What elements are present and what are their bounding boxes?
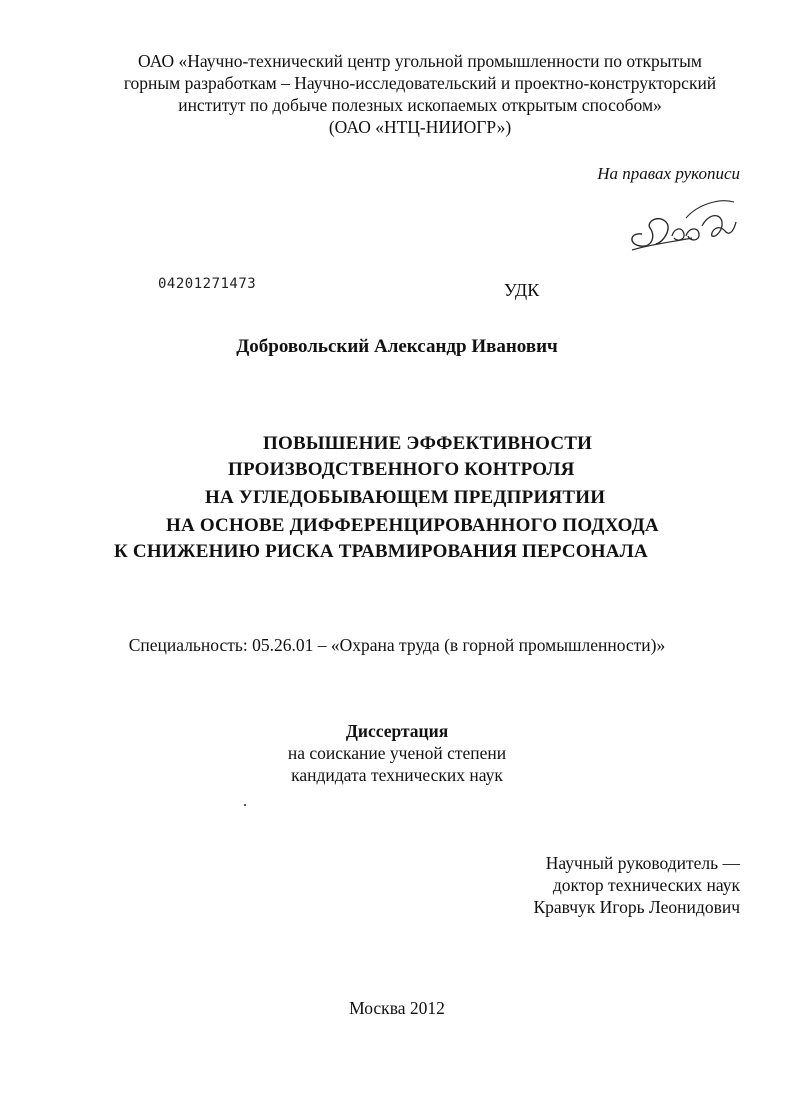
supervisor-block <box>533 852 740 918</box>
supervisor-degree: доктор технических наук <box>552 875 740 895</box>
handwritten-signature <box>622 192 740 258</box>
dissertation-block <box>0 720 794 786</box>
thesis-title-line: ПОВЫШЕНИЕ ЭФФЕКТИВНОСТИ <box>263 433 593 454</box>
thesis-title-line: НА ОСНОВЕ ДИФФЕРЕНЦИРОВАННОГО ПОДХОДА <box>166 515 659 536</box>
thesis-title-line: ПРОИЗВОДСТВЕННОГО КОНТРОЛЯ <box>228 459 575 480</box>
thesis-title-line: К СНИЖЕНИЮ РИСКА ТРАВМИРОВАНИЯ ПЕРСОНАЛА <box>114 541 648 562</box>
udk-label: УДК <box>504 280 540 300</box>
thesis-title-line: НА УГЛЕДОБЫВАЮЩЕМ ПРЕДПРИЯТИИ <box>205 487 606 508</box>
manuscript-rights-note: На правах рукописи <box>597 164 740 183</box>
organization-line: институт по добыче полезных ископаемых открытым способом» <box>178 95 662 115</box>
dissertation-degree: кандидата технических наук <box>291 765 503 785</box>
city-year: Москва 2012 <box>349 998 445 1018</box>
stray-mark <box>244 804 246 806</box>
organization-line: горным разработкам – Научно-исследовательский и проектно-конструкторский <box>123 73 717 93</box>
organization-abbreviation: (ОАО «НТЦ-НИИОГР») <box>328 117 512 137</box>
specialty-line: Специальность: 05.26.01 – «Охрана труда (в горной промышленности)» <box>128 635 666 655</box>
organization-line: ОАО «Научно-технический центр угольной промышленности по открытым <box>138 51 702 71</box>
registration-number: 04201271473 <box>158 276 257 292</box>
dissertation-heading: Диссертация <box>345 721 449 741</box>
supervisor-name: Кравчук Игорь Леонидович <box>533 897 740 917</box>
author-name: Добровольский Александр Иванович <box>236 336 558 357</box>
dissertation-purpose: на соискание ученой степени <box>287 743 507 763</box>
organization-header <box>80 50 760 138</box>
supervisor-role: Научный руководитель — <box>545 853 740 873</box>
